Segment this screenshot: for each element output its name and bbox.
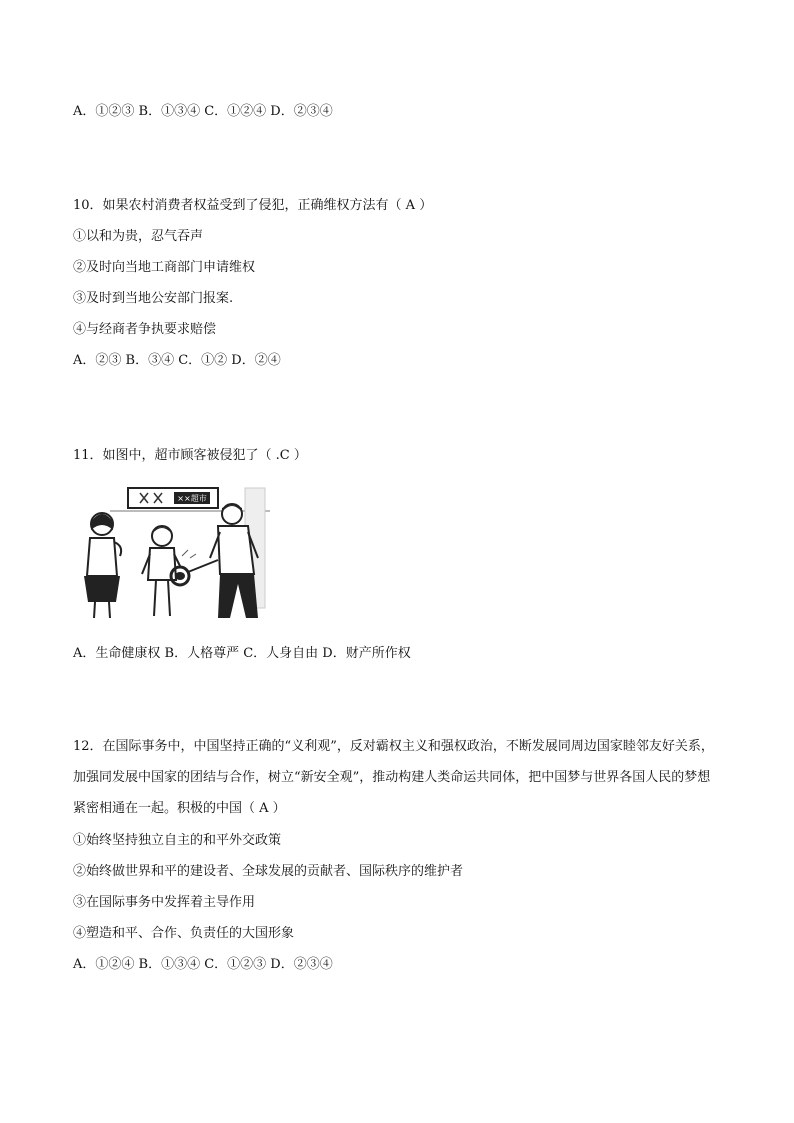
q12-stem: 12．在国际事务中，中国坚持正确的“义利观”，反对霸权主义和强权政治，不断发展同周边国家睦邻友好关系，加强同发展中国家的团结与合作，树立“新安全观”，推动构建人类命运共同体，把中国梦与世界各国人民的梦想紧密相通在一起。积极的中国（ A ） — [73, 739, 714, 816]
q10-item-2: ②及时向当地工商部门申请维权 — [73, 260, 256, 275]
q9-options: A．①②③ B．①③④ C．①②④ D．②③④ — [73, 104, 333, 119]
q12-item-2: ②始终做世界和平的建设者、全球发展的贡献者、国际秩序的维护者 — [73, 864, 464, 879]
q11-illustration — [70, 484, 270, 624]
q10-item-4: ④与经商者争执要求赔偿 — [73, 322, 217, 337]
illustration-supermarket-search-icon — [70, 484, 270, 624]
q11-stem: 11．如图中，超市顾客被侵犯了（ .C ） — [73, 448, 307, 463]
woman-figure — [84, 513, 121, 618]
q12-item-1: ①始终坚持独立自主的和平外交政策 — [73, 833, 282, 848]
q10-item-3: ③及时到当地公安部门报案. — [73, 291, 234, 306]
sign-text: ××超市 — [177, 494, 207, 503]
q10-item-1: ①以和为贵，忍气吞声 — [73, 229, 204, 244]
q10-options: A．②③ B．③④ C．①② D．②④ — [73, 353, 281, 368]
q12-item-3: ③在国际事务中发挥着主导作用 — [73, 895, 256, 910]
q10-stem: 10．如果农村消费者权益受到了侵犯，正确维权方法有（ A ） — [73, 198, 433, 213]
q12-options: A．①②④ B．①③④ C．①②③ D．②③④ — [73, 957, 333, 972]
q11-options: A．生命健康权 B．人格尊严 C．人身自由 D．财产所作权 — [73, 646, 411, 661]
q12-item-4: ④塑造和平、合作、负责任的大国形象 — [73, 926, 295, 941]
